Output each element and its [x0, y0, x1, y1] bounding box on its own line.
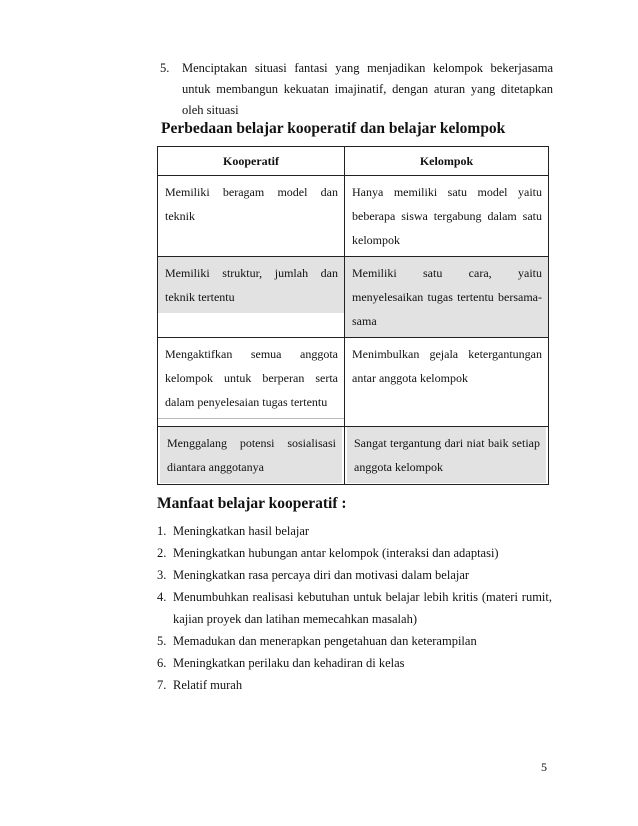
page-number: 5: [541, 760, 547, 774]
list-item: [157, 652, 552, 674]
table-cell: [345, 338, 549, 427]
cell-text: Mengaktifkan semua anggota kelompok untuk berperan serta dalam penyelesaian tugas tertentu: [158, 338, 344, 419]
table-cell: [158, 257, 345, 338]
list-item-number: 2.: [157, 546, 167, 560]
list-item-number: 3.: [157, 568, 167, 582]
list-item-number: 7.: [157, 678, 167, 692]
cell-text: Memiliki beragam model dan teknik: [165, 185, 338, 223]
list-item: [157, 586, 552, 630]
list-item-text: Memadukan dan menerapkan pengetahuan dan keterampilan: [173, 634, 477, 648]
table-cell: [345, 257, 549, 338]
intro-item-text: Menciptakan situasi fantasi yang menjadikan kelompok bekerjasama untuk membangun kekuatan imajinatif, dengan aturan yang ditetapkan oleh situasi: [182, 61, 553, 117]
intro-item-number: 5.: [160, 61, 170, 75]
list-item: [157, 674, 552, 696]
cell-text: Menimbulkan gejala ketergantungan antar anggota kelompok: [352, 347, 542, 385]
table-cell: [158, 427, 345, 485]
table-cell: [345, 176, 549, 257]
list-item-text: Meningkatkan hasil belajar: [173, 524, 310, 538]
table-row: [158, 176, 549, 257]
table-cell: [345, 427, 549, 485]
list-item: [157, 564, 552, 586]
intro-list-item: [160, 58, 553, 121]
list-item-text: Meningkatkan perilaku dan kehadiran di kelas: [173, 656, 405, 670]
list-item: [157, 520, 552, 542]
section-heading-comparison: Perbedaan belajar kooperatif dan belajar kelompok: [161, 120, 506, 137]
table-row: [158, 427, 549, 485]
list-item-number: 5.: [157, 634, 167, 648]
comparison-table: [157, 146, 549, 485]
list-item-number: 4.: [157, 590, 167, 604]
table-cell: [158, 338, 345, 427]
list-item-text: Menumbuhkan realisasi kebutuhan untuk belajar lebih kritis (materi rumit, kajian proyek dan latihan memecahkan masalah): [173, 590, 552, 626]
cell-text: Memiliki struktur, jumlah dan teknik tertentu: [158, 257, 344, 313]
list-item-number: 1.: [157, 524, 167, 538]
list-item: [157, 630, 552, 652]
benefits-list: [157, 520, 552, 696]
list-item-number: 6.: [157, 656, 167, 670]
list-item-text: Meningkatkan hubungan antar kelompok (interaksi dan adaptasi): [173, 546, 499, 560]
section-heading-benefits: Manfaat belajar kooperatif :: [157, 495, 347, 512]
table-row: [158, 257, 549, 338]
cell-text: Sangat tergantung dari niat baik setiap anggota kelompok: [347, 427, 546, 483]
cell-text: Hanya memiliki satu model yaitu beberapa siswa tergabung dalam satu kelompok: [352, 185, 542, 247]
cell-text: Menggalang potensi sosialisasi diantara anggotanya: [160, 427, 342, 483]
table-header-row: [158, 147, 549, 176]
cell-text: Memiliki satu cara, yaitu menyelesaikan tugas tertentu bersama-sama: [345, 257, 548, 337]
list-item-text: Relatif murah: [173, 678, 243, 692]
table-row: [158, 338, 549, 427]
table-header-kelompok: Kelompok: [345, 147, 549, 176]
table-cell: [158, 176, 345, 257]
list-item-text: Meningkatkan rasa percaya diri dan motivasi dalam belajar: [173, 568, 470, 582]
list-item: [157, 542, 552, 564]
table-header-kooperatif: Kooperatif: [158, 147, 345, 176]
